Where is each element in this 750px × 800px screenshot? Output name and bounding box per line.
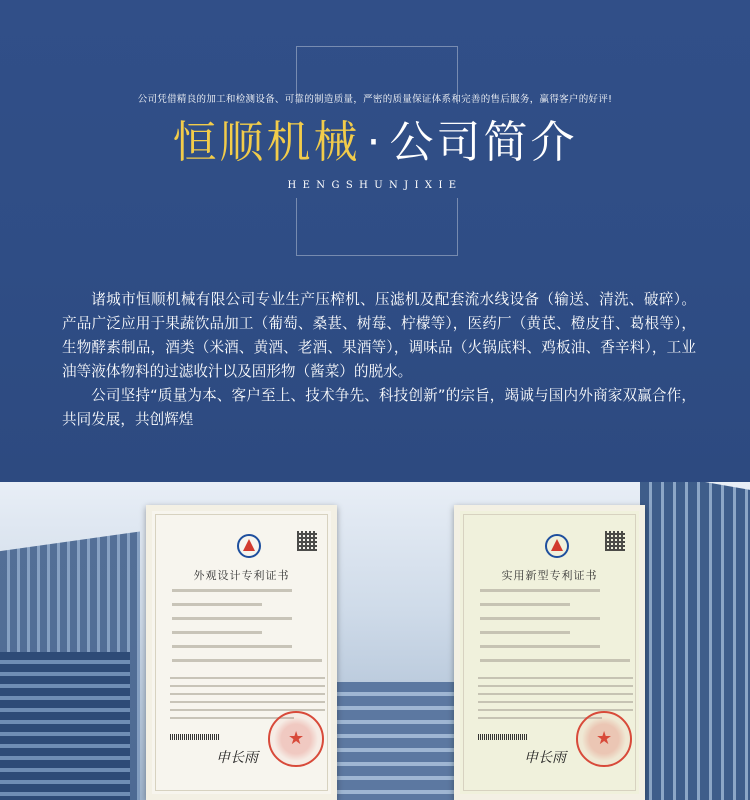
description-paragraph-1: 诸城市恒顺机械有限公司专业生产压榨机、压滤机及配套流水线设备（输送、清洗、破碎）。产品广泛应用于果蔬饮品加工（葡萄、桑葚、树莓、柠檬等），医药厂（黄芪、橙皮苷、葛根等），生物酵素制品，酒类（米酒、黄酒、老酒、果酒等），调味品（火锅底料、鸡板油、香辛料），工业油等液体物料的过滤收汁以及固形物（酱菜）的脱水。 bbox=[62, 291, 696, 380]
patent-office-emblem-icon bbox=[544, 533, 570, 559]
barcode-icon bbox=[170, 734, 220, 740]
brand-name: 恒顺机械 bbox=[172, 117, 361, 168]
patent-office-emblem-icon bbox=[236, 533, 262, 559]
section-title: 公司简介 bbox=[389, 117, 578, 168]
decorative-frame-bottom bbox=[296, 198, 458, 256]
design-patent-certificate bbox=[146, 505, 337, 800]
certificate-details bbox=[172, 589, 322, 673]
qr-code-icon bbox=[297, 531, 317, 551]
signature: 申长雨 bbox=[216, 750, 258, 766]
building-left-lower bbox=[0, 652, 130, 800]
barcode-icon bbox=[478, 734, 528, 740]
utility-model-patent-certificate bbox=[454, 505, 645, 800]
building-middle bbox=[320, 682, 470, 800]
qr-code-icon bbox=[605, 531, 625, 551]
page-title bbox=[0, 114, 750, 172]
brand-pinyin: HENGSHUNJIXIE bbox=[287, 180, 463, 191]
certificate-details bbox=[480, 589, 630, 673]
certificate-title: 实用新型专利证书 bbox=[501, 569, 598, 582]
company-slogan: 公司凭借精良的加工和检测设备、可靠的制造质量，严密的质量保证体系和完善的售后服务，赢得客户的好评! bbox=[137, 94, 613, 105]
building-right bbox=[640, 482, 750, 800]
description-paragraph-2: 公司坚持“质量为本、客户至上、技术争先、科技创新”的宗旨，竭诚与国内外商家双赢合作，共同发展，共创辉煌 bbox=[62, 387, 696, 428]
official-seal-icon bbox=[268, 711, 324, 767]
company-description bbox=[62, 288, 696, 432]
signature: 申长雨 bbox=[524, 750, 566, 766]
official-seal-icon bbox=[576, 711, 632, 767]
certificate-title: 外观设计专利证书 bbox=[193, 569, 290, 582]
title-separator: · bbox=[366, 117, 384, 168]
